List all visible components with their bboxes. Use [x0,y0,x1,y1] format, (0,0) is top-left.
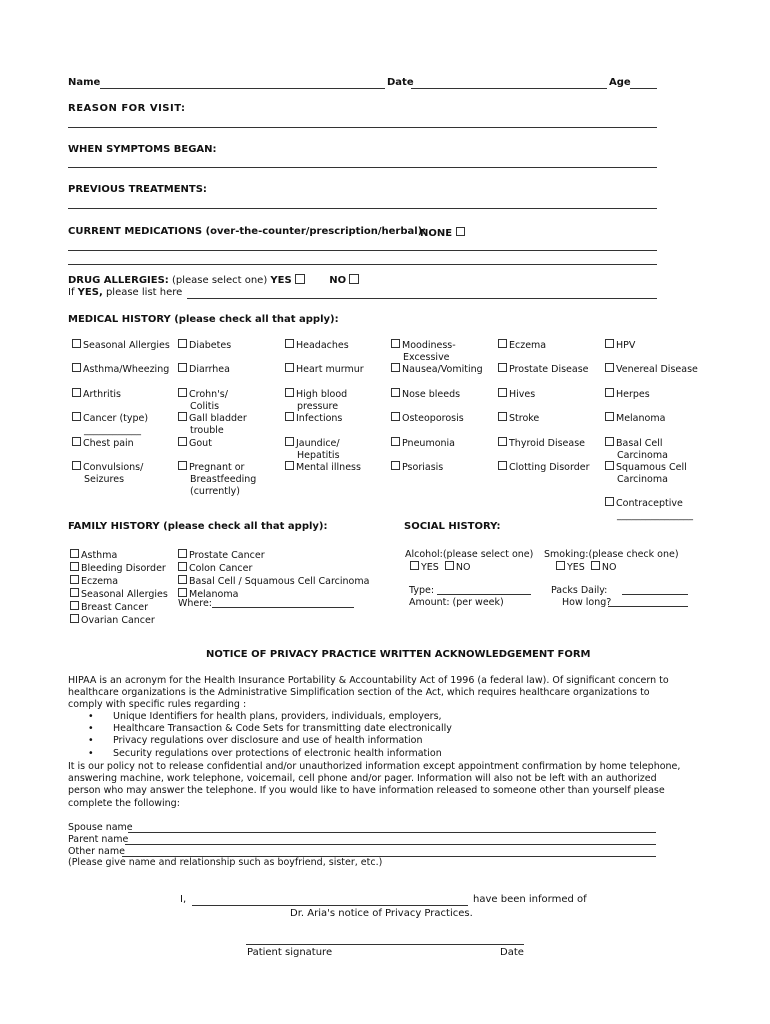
item-label: Prostate Disease [509,364,589,375]
medical-history-item[interactable] [285,461,361,474]
allergies-yes-label: YES [270,275,292,286]
checkbox[interactable] [285,461,294,470]
medical-history-title: MEDICAL HISTORY (please check all that apply): [68,314,339,325]
ack-name-field[interactable] [192,905,468,906]
item-label: Squamous Cell [616,462,687,473]
smoking-yes-label: YES [567,562,585,573]
smoking-options [556,561,616,574]
checkbox[interactable] [605,437,614,446]
checkbox[interactable] [70,588,79,597]
checkbox[interactable] [178,549,187,558]
notice-paragraph-2 [68,761,698,810]
checkbox[interactable] [72,412,81,421]
item-label: Clotting Disorder [509,462,590,473]
checkbox[interactable] [391,437,400,446]
item-label: Seasonal Allergies [83,340,170,351]
item-label: High blood [296,389,348,400]
symptoms-label: WHEN SYMPTOMS BEGAN: [68,144,217,155]
checkbox[interactable] [605,388,614,397]
checkbox[interactable] [178,437,187,446]
bullet-item: • Healthcare Transaction & Code Sets for transmitting date electronically [88,723,452,735]
smoking-no-label: NO [601,562,617,573]
item-label: Diarrhea [189,364,230,375]
how-long-label: How long? [562,597,612,608]
item-label: Pregnant or [189,462,245,473]
smoking-yes-checkbox[interactable] [556,561,565,570]
alcohol-no-checkbox[interactable] [445,561,454,570]
family-history-item[interactable] [178,549,369,562]
checkbox[interactable] [178,461,187,470]
medical-history-item[interactable] [498,412,539,425]
notice-bullets [88,711,452,760]
checkbox[interactable] [70,575,79,584]
allergies-list-line [68,288,182,298]
allergies-label: DRUG ALLERGIES: [68,275,169,286]
age-label: Age [609,77,631,88]
amount-label: Amount: (per week) [409,597,504,608]
medical-history-item[interactable] [285,363,364,376]
checkbox[interactable] [285,388,294,397]
family-history-item[interactable] [70,614,168,627]
item-label: Stroke [509,413,540,424]
checkbox[interactable] [498,363,507,372]
name-field[interactable] [100,88,385,89]
allergies-yes-checkbox[interactable] [295,274,305,284]
reason-field[interactable] [68,127,657,128]
medical-history-item[interactable] [498,388,535,401]
family-history-col1 [70,549,168,627]
date-field[interactable] [411,88,607,89]
family-history-item[interactable] [70,549,168,562]
checkbox[interactable] [498,437,507,446]
allergies-no-label: NO [329,275,347,286]
social-history-title: SOCIAL HISTORY: [404,521,501,532]
checkbox[interactable] [605,412,614,421]
item-label: Melanoma [616,413,666,424]
checkbox[interactable] [391,388,400,397]
notice-p2-line2: answering machine, work telephone, voicemail, cell phone and/or pager. Information will also not be left with an authorized [68,773,657,785]
where-field[interactable] [212,607,354,608]
item-label: Jaundice/ [296,438,340,449]
checkbox[interactable] [178,575,187,584]
item-label-continued: Excessive [403,352,450,363]
spouse-label: Spouse name [68,822,133,833]
checkbox[interactable] [605,497,614,506]
medical-history-item[interactable] [498,363,589,376]
item-label: Asthma [81,550,118,561]
signature-date-label: Date [500,947,524,958]
family-history-item[interactable] [70,588,168,601]
item-label: Asthma/Wheezing [83,364,170,375]
item-label-continued: trouble [190,425,224,436]
ack-prefix: I, [180,894,187,905]
item-label-continued: Breastfeeding [190,474,257,485]
medical-history-item[interactable] [605,412,665,425]
allergies-instruction: (please select one) [171,275,268,286]
medical-history-item[interactable] [605,363,698,376]
item-label: Prostate Cancer [189,550,265,561]
item-label: Infections [296,413,343,424]
medications-field-1[interactable] [68,250,657,251]
item-label: Eczema [509,340,547,351]
item-label: Gout [189,438,212,449]
medical-history-item[interactable] [285,412,342,425]
bullet-item: • Unique Identifiers for health plans, providers, individuals, employers, [88,711,442,722]
type-field[interactable] [437,594,531,595]
item-label: Pneumonia [402,438,455,449]
medical-history-item[interactable] [178,388,228,413]
signature-line[interactable] [246,944,524,945]
medical-history-item[interactable] [391,437,455,450]
checkbox[interactable] [605,339,614,348]
family-history-item[interactable] [70,601,168,614]
medical-history-item[interactable] [498,437,585,450]
ack-line2: Dr. Aria's notice of Privacy Practices. [290,908,473,919]
medical-history-item[interactable] [178,437,212,450]
medical-history-item[interactable] [391,388,460,401]
alcohol-yes-label: YES [421,562,439,573]
item-label: Eczema [81,576,119,587]
item-label: Heart murmur [296,364,364,375]
item-label-continued: pressure [297,401,339,412]
medications-label: CURRENT MEDICATIONS (over-the-counter/prescription/herbal): [68,226,427,237]
medical-history-item[interactable] [605,437,668,462]
checkbox[interactable] [391,412,400,421]
checkbox[interactable] [70,614,79,623]
treatments-field[interactable] [68,208,657,209]
medical-history-item[interactable] [72,461,143,486]
name-label: Name [68,77,101,88]
checkbox[interactable] [178,588,187,597]
notice-p2-line4: complete the following: [68,797,180,809]
item-label: Bleeding Disorder [81,563,166,574]
medical-history-item[interactable] [72,339,170,352]
checkbox[interactable] [70,562,79,571]
smoking-no-checkbox[interactable] [591,561,600,570]
medical-history-item[interactable] [285,388,347,413]
medical-history-item[interactable] [178,461,256,498]
item-label: Chest pain [83,438,134,449]
checkbox[interactable] [72,437,81,446]
notice-p1-line1: HIPAA is an acronym for the Health Insurance Portability & Accountability Act of 1996 (a federal law). Of significant concern to [68,675,669,686]
medications-none-option[interactable] [420,227,467,239]
item-label-continued: Seizures [84,474,125,485]
checkbox[interactable] [498,339,507,348]
notice-p1-line2: healthcare organizations is the Administrative Simplification section of the Act, which requires healthcare organizations to [68,687,650,699]
medical-history-item[interactable] [285,437,340,462]
item-label-continued: Colitis [190,401,220,412]
medical-history-item[interactable] [605,388,650,401]
other-label: Other name [68,846,125,857]
item-label: Osteoporosis [402,413,464,424]
item-label: Diabetes [189,340,232,351]
medical-history-item[interactable] [72,412,148,437]
bullet-item: • Privacy regulations over disclosure and use of health information [88,735,423,747]
item-label: Melanoma [189,589,239,600]
checkbox[interactable] [605,461,614,470]
checkbox[interactable] [285,339,294,348]
checkbox[interactable] [605,363,614,372]
how-long-field[interactable] [608,606,688,607]
item-label: Basal Cell [616,438,663,449]
spouse-field[interactable] [128,832,656,833]
notice-p1-line3: comply with specific rules regarding : [68,699,247,711]
item-label-continued: Carcinoma [617,450,668,461]
item-label: Headaches [296,340,349,351]
item-label-continued: Carcinoma [617,474,668,485]
item-label: Nose bleeds [402,389,461,400]
allergies-list-field[interactable] [187,298,657,299]
item-label: Colon Cancer [189,563,253,574]
checkbox[interactable] [70,601,79,610]
relationship-note: (Please give name and relationship such as boyfriend, sister, etc.) [68,857,383,868]
date-label: Date [387,77,414,88]
medical-history-item[interactable] [72,437,134,450]
where-label: Where: [178,598,213,609]
list-label: please list here [105,287,183,298]
signature-label: Patient signature [247,947,333,958]
if-yes-label: YES, [77,287,103,298]
item-label-continued: ________________ [617,510,693,521]
notice-p2-line3: person who may answer the telephone. If you would like to have information released to someone other than yourself please [68,785,665,797]
item-label: Hives [509,389,536,400]
checkbox[interactable] [178,562,187,571]
item-label-continued: (currently) [190,486,240,497]
notice-title: NOTICE OF PRIVACY PRACTICE WRITTEN ACKNOWLEDGEMENT FORM [206,649,591,660]
checkbox[interactable] [178,388,187,397]
family-where-row [178,598,212,610]
medical-history-item[interactable] [391,363,483,376]
none-checkbox[interactable] [456,227,465,236]
checkbox[interactable] [178,363,187,372]
checkbox[interactable] [498,412,507,421]
checkbox[interactable] [178,339,187,348]
item-label: Ovarian Cancer [81,615,155,626]
item-label-continued: ____________ [84,425,141,436]
item-label: Moodiness- [402,340,456,351]
type-label: Type: [409,585,435,596]
bullet-item: • Security regulations over protections of electronic health information [88,747,442,759]
item-label: Nausea/Vomiting [402,364,483,375]
checkbox[interactable] [72,339,81,348]
medical-history-item[interactable] [605,497,693,522]
parent-field[interactable] [125,844,656,845]
alcohol-no-label: NO [455,562,471,573]
packs-field[interactable] [622,594,688,595]
packs-label: Packs Daily: [551,585,608,596]
smoking-label: Smoking:(please check one) [544,549,679,560]
item-label: Venereal Disease [616,364,698,375]
treatments-label: PREVIOUS TREATMENTS: [68,184,207,195]
checkbox[interactable] [498,461,507,470]
family-history-col2 [178,549,369,601]
checkbox[interactable] [72,363,81,372]
medical-history-item[interactable] [498,339,546,352]
item-label-continued: Hepatitis [297,450,340,461]
medical-history-item[interactable] [178,363,230,376]
medical-history-item[interactable] [178,412,247,437]
alcohol-label: Alcohol:(please select one) [405,549,534,560]
item-label: Breast Cancer [81,602,149,613]
checkbox[interactable] [498,388,507,397]
checkbox[interactable] [391,461,400,470]
item-label: Crohn's/ [189,389,228,400]
item-label: Thyroid Disease [509,438,586,449]
item-label: HPV [616,340,636,351]
checkbox[interactable] [285,363,294,372]
alcohol-yes-checkbox[interactable] [410,561,419,570]
if-label: If [68,287,75,298]
none-label: NONE [420,228,453,239]
checkbox[interactable] [70,549,79,558]
family-history-item[interactable] [178,562,369,575]
checkbox[interactable] [285,412,294,421]
medical-history-item[interactable] [72,363,169,376]
family-history-title: FAMILY HISTORY (please check all that apply): [68,521,328,532]
reason-label: REASON FOR VISIT: [68,103,186,114]
notice-paragraph-1 [68,675,698,712]
allergies-line [68,274,359,286]
parent-label: Parent name [68,834,129,845]
alcohol-options [410,561,470,574]
allergies-no-checkbox[interactable] [349,274,359,284]
ack-suffix: have been informed of [473,894,587,905]
checkbox[interactable] [391,339,400,348]
item-label: Seasonal Allergies [81,589,168,600]
item-label: Contraceptive [616,498,683,509]
item-label: Basal Cell / Squamous Cell Carcinoma [189,576,370,587]
checkbox[interactable] [391,363,400,372]
item-label: Mental illness [296,462,361,473]
item-label: Cancer (type) [83,413,149,424]
symptoms-field[interactable] [68,167,657,168]
checkbox[interactable] [72,388,81,397]
notice-p2-line1: It is our policy not to release confidential and/or unauthorized information except appointment confirmation by home telephone, [68,761,681,772]
checkbox[interactable] [178,412,187,421]
medical-history-item[interactable] [285,339,349,352]
medical-history-item[interactable] [605,461,687,486]
medical-history-item[interactable] [605,339,635,352]
medical-history-item[interactable] [72,388,121,401]
medical-history-item[interactable] [391,339,456,364]
checkbox[interactable] [285,437,294,446]
medical-history-item[interactable] [498,461,589,474]
age-field[interactable] [630,88,657,89]
item-label: Herpes [616,389,650,400]
item-label: Gall bladder [189,413,247,424]
checkbox[interactable] [72,461,81,470]
family-history-item[interactable] [178,575,369,588]
item-label: Psoriasis [402,462,444,473]
item-label: Convulsions/ [83,462,144,473]
medical-history-item[interactable] [391,412,464,425]
family-history-item[interactable] [70,575,168,588]
medical-history-item[interactable] [178,339,231,352]
medical-history-item[interactable] [391,461,443,474]
family-history-item[interactable] [70,562,168,575]
item-label: Arthritis [83,389,122,400]
medications-field-2[interactable] [68,264,657,265]
